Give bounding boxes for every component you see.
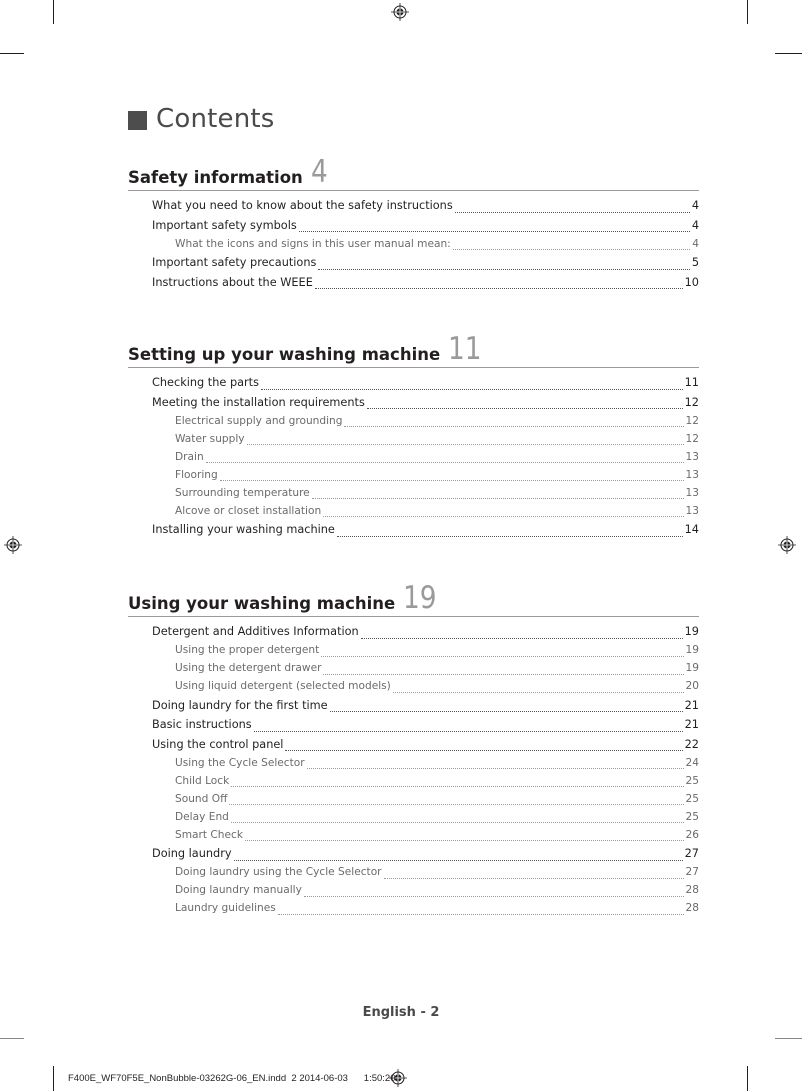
toc-subentry[interactable]	[128, 448, 699, 466]
section-title: Using your washing machine	[128, 594, 396, 613]
toc-entry-page: 24	[685, 756, 699, 769]
toc-entry-label: Water supply	[175, 432, 245, 445]
toc-entry-list	[128, 197, 699, 292]
toc-entry-label: Child Lock	[175, 774, 230, 787]
dot-leader	[315, 278, 683, 289]
toc-subentry[interactable]	[128, 412, 699, 430]
dot-leader	[278, 904, 684, 915]
toc-entry-page: 28	[685, 884, 699, 896]
toc-entry-label: Meeting the installation requirements	[152, 395, 365, 409]
toc-entry-label: Using the control panel	[152, 737, 284, 751]
dot-leader	[323, 506, 683, 517]
dot-leader	[455, 202, 690, 213]
toc-entry[interactable]	[128, 217, 699, 235]
toc-entry-page: 25	[685, 810, 699, 823]
dot-leader	[231, 812, 684, 823]
toc-entry-label: Installing your washing machine	[152, 523, 335, 536]
toc-entry-page: 19	[685, 644, 699, 656]
page-title	[128, 104, 275, 134]
toc-entry-page: 20	[685, 680, 699, 692]
toc-subentry[interactable]	[128, 863, 699, 881]
section-heading	[128, 580, 699, 617]
toc-entry-label: Important safety symbols	[152, 218, 297, 232]
dot-leader	[231, 776, 683, 787]
toc-entry-page: 10	[684, 275, 699, 289]
toc-entry-list	[128, 623, 699, 917]
toc-entry-label: Electrical supply and grounding	[175, 414, 343, 427]
toc-entry[interactable]	[128, 374, 699, 392]
toc-entry-list	[128, 374, 699, 539]
toc-subentry[interactable]	[128, 502, 699, 520]
toc-subentry[interactable]	[128, 235, 699, 253]
toc-subentry[interactable]	[128, 772, 699, 790]
toc-section-setting-up	[128, 331, 699, 539]
registration-crosshair-icon	[391, 3, 409, 21]
dot-leader	[344, 416, 683, 427]
toc-entry-page: 27	[684, 847, 699, 860]
dot-leader	[318, 259, 689, 270]
toc-entry-page: 25	[685, 774, 699, 787]
toc-entry-label: Surrounding temperature	[175, 486, 310, 499]
toc-entry-page: 22	[684, 737, 699, 751]
toc-subentry[interactable]	[128, 677, 699, 695]
page-footer-label: English - 2	[362, 1005, 440, 1020]
section-heading	[128, 331, 699, 368]
toc-subentry[interactable]	[128, 641, 699, 659]
toc-entry-page: 13	[685, 486, 699, 499]
toc-entry-label: Doing laundry	[152, 847, 232, 860]
toc-entry-page: 4	[691, 199, 699, 212]
toc-entry-label: Delay End	[175, 810, 229, 823]
toc-subentry[interactable]	[128, 484, 699, 502]
dot-leader	[337, 526, 683, 537]
toc-subentry[interactable]	[128, 754, 699, 772]
toc-entry-page: 28	[685, 902, 699, 914]
dot-leader	[323, 664, 683, 675]
dot-leader	[220, 470, 684, 481]
toc-entry[interactable]	[128, 697, 699, 715]
toc-entry[interactable]	[128, 394, 699, 412]
dot-leader	[393, 682, 684, 693]
crop-mark-left-bottom	[0, 1038, 24, 1039]
toc-entry-label: Using the Cycle Selector	[175, 756, 305, 769]
dot-leader	[321, 646, 683, 657]
toc-entry-label: Using the proper detergent	[175, 644, 320, 656]
square-bullet-icon	[128, 111, 147, 130]
toc-entry-page: 12	[685, 432, 699, 445]
section-page-number: 19	[403, 580, 437, 616]
crop-mark-bottom-right	[747, 1066, 748, 1091]
crop-mark-right-top	[775, 53, 802, 54]
toc-entry-label: Alcove or closet installation	[175, 504, 322, 517]
toc-entry-page: 21	[684, 718, 699, 731]
toc-subentry[interactable]	[128, 808, 699, 826]
toc-entry-page: 13	[685, 504, 699, 517]
section-title: Safety information	[128, 168, 303, 187]
dot-leader	[234, 850, 683, 861]
slug-date: 2014-06-03	[299, 1073, 348, 1084]
dot-leader	[304, 886, 684, 897]
toc-entry-label: Drain	[175, 450, 204, 463]
dot-leader	[285, 740, 682, 751]
dot-leader	[206, 452, 684, 463]
toc-entry-page: 19	[685, 662, 699, 674]
dot-leader	[367, 398, 683, 409]
crop-mark-right-bottom	[775, 1038, 802, 1039]
crop-mark-left-top	[0, 53, 24, 54]
dot-leader	[307, 758, 684, 769]
toc-entry-page: 12	[684, 395, 699, 409]
toc-entry-page: 4	[691, 218, 699, 232]
toc-entry-label: Important safety precautions	[152, 256, 317, 269]
toc-entry-page: 12	[685, 414, 699, 427]
dot-leader	[254, 721, 683, 732]
crop-mark-bottom-left	[53, 1066, 54, 1091]
toc-subentry[interactable]	[128, 466, 699, 484]
toc-entry-label: Doing laundry for the first time	[152, 698, 328, 712]
slug-page: 2	[291, 1073, 297, 1084]
toc-entry[interactable]	[128, 716, 699, 734]
toc-entry-page: 4	[692, 237, 699, 250]
toc-entry-label: Instructions about the WEEE	[152, 275, 313, 289]
section-heading	[128, 154, 699, 191]
toc-entry-page: 26	[685, 828, 699, 841]
toc-entry[interactable]	[128, 274, 699, 292]
dot-leader	[245, 830, 684, 841]
toc-entry-page: 11	[684, 376, 699, 389]
dot-leader	[361, 628, 683, 639]
toc-entry[interactable]	[128, 623, 699, 641]
dot-leader	[312, 488, 684, 499]
toc-section-safety-information	[128, 154, 699, 292]
toc-entry-page: 13	[685, 450, 699, 463]
toc-entry-label: Doing laundry using the Cycle Selector	[175, 866, 382, 878]
toc-entry-label: Basic instructions	[152, 718, 252, 731]
toc-entry-page: 19	[684, 625, 699, 638]
toc-entry[interactable]	[128, 845, 699, 863]
toc-entry[interactable]	[128, 254, 699, 272]
section-title: Setting up your washing machine	[128, 345, 441, 364]
toc-entry-label: Smart Check	[175, 828, 244, 841]
registration-crosshair-icon	[778, 536, 796, 554]
toc-subentry[interactable]	[128, 899, 699, 917]
toc-subentry[interactable]	[128, 881, 699, 899]
toc-entry-page: 25	[685, 792, 699, 805]
toc-entry-label: Using the detergent drawer	[175, 662, 322, 674]
toc-entry-label: Checking the parts	[152, 376, 259, 389]
slug-time: 1:50:20	[363, 1073, 396, 1084]
toc-entry-label: Using liquid detergent (selected models)	[175, 680, 391, 692]
toc-entry-label: Flooring	[175, 468, 218, 481]
toc-entry-label: Doing laundry manually	[175, 884, 302, 896]
toc-entry[interactable]	[128, 736, 699, 754]
toc-entry[interactable]	[128, 197, 699, 215]
toc-subentry[interactable]	[128, 790, 699, 808]
print-slug	[68, 1073, 395, 1084]
toc-subentry[interactable]	[128, 659, 699, 677]
toc-entry-label: Laundry guidelines	[175, 902, 276, 914]
section-page-number: 11	[448, 331, 482, 367]
section-page-number: 4	[310, 154, 328, 190]
toc-entry-label: Detergent and Additives Information	[152, 625, 359, 638]
dot-leader	[299, 221, 690, 232]
toc-entry-page: 5	[691, 256, 699, 269]
toc-entry-page: 14	[684, 523, 699, 536]
dot-leader	[247, 434, 684, 445]
toc-entry-label: What you need to know about the safety instructions	[152, 199, 453, 212]
toc-subentry[interactable]	[128, 826, 699, 844]
crop-mark-top-right	[747, 0, 748, 24]
dot-leader	[229, 794, 683, 805]
toc-entry-label: What the icons and signs in this user manual mean:	[175, 237, 451, 250]
toc-entry[interactable]	[128, 521, 699, 539]
toc-section-using	[128, 580, 699, 917]
dot-leader	[261, 379, 683, 390]
dot-leader	[453, 239, 691, 250]
toc-entry-page: 13	[685, 468, 699, 481]
slug-filename: F400E_WF70F5E_NonBubble-03262G-06_EN.indd	[68, 1073, 287, 1084]
dot-leader	[330, 701, 683, 712]
toc-entry-label: Sound Off	[175, 792, 228, 805]
page-title-text: Contents	[156, 104, 275, 134]
toc-entry-page: 27	[685, 866, 699, 878]
dot-leader	[384, 868, 684, 879]
toc-subentry[interactable]	[128, 430, 699, 448]
registration-crosshair-icon	[4, 536, 22, 554]
crop-mark-top-left	[53, 0, 54, 24]
toc-entry-page: 21	[684, 698, 699, 712]
